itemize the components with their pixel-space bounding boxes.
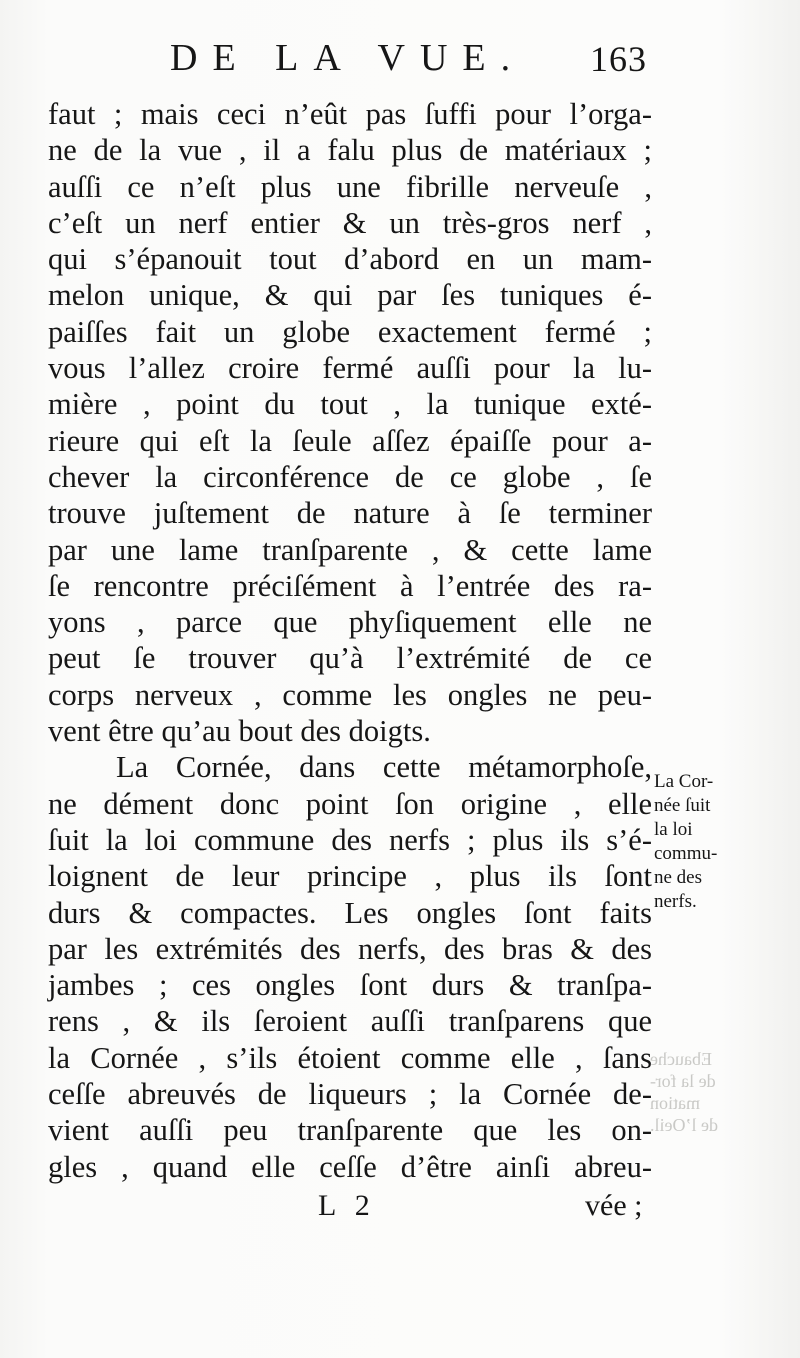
text-line: La Cornée, dans cette métamorphoſe, xyxy=(116,750,652,785)
text-line: mière , point du tout , la tunique exté- xyxy=(48,387,652,422)
running-title: DE LA VUE. xyxy=(170,37,526,79)
text-line: rieure qui eſt la ſeule aſſez épaiſſe pour a- xyxy=(48,423,652,458)
page-number: 163 xyxy=(590,39,647,79)
margin-note-line: la loi xyxy=(654,819,693,840)
text-line: jambes ; ces ongles ſont durs & tranſpa- xyxy=(48,968,652,1003)
body-text xyxy=(48,96,652,1185)
text-line: vient auſſi peu tranſparente que les on- xyxy=(48,1113,652,1148)
text-line: paiſſes fait un globe exactement fermé ; xyxy=(48,314,652,349)
signature-mark: L 2 xyxy=(318,1189,376,1222)
text-line: faut ; mais ceci n’eût pas ſuffi pour l’orga- xyxy=(48,97,652,131)
text-line: chever la circonférence de ce globe , ſe xyxy=(48,459,652,494)
text-line: vous l’allez croire fermé auſſi pour la lu- xyxy=(48,351,652,386)
text-line: yons , parce que phyſiquement elle ne xyxy=(48,605,652,640)
text-line: loignent de leur principe , plus ils ſont xyxy=(48,859,652,894)
text-line: ceſſe abreuvés de liqueurs ; la Cornée de- xyxy=(48,1077,652,1112)
text-line: ne de la vue , il a falu plus de matériaux ; xyxy=(48,133,652,168)
margin-note xyxy=(654,770,746,914)
text-line: qui s’épanouit tout d’abord en un mam- xyxy=(48,242,652,277)
text-line: par une lame tranſparente , & cette lame xyxy=(48,532,652,567)
text-line: par les extrémités des nerfs, des bras & des xyxy=(48,931,652,966)
show-through-text: Ebauche de la for- mation de l’Oeil. xyxy=(650,1049,718,1135)
text-line: ſuit la loi commune des nerfs ; plus ils s’é- xyxy=(48,822,652,857)
margin-note-line: La Cor- xyxy=(654,771,714,792)
catchword: vée ; xyxy=(585,1189,643,1222)
text-line: gles , quand elle ceſſe d’être ainſi abreu- xyxy=(48,1149,652,1184)
text-line: ſe rencontre préciſément à l’entrée des ra- xyxy=(48,568,652,603)
text-line: rens , & ils ſeroient auſſi tranſparens que xyxy=(48,1004,652,1039)
text-line: durs & compactes. Les ongles ſont faits xyxy=(48,895,652,930)
text-line: c’eſt un nerf entier & un très-gros nerf , xyxy=(48,205,652,240)
text-line: melon unique, & qui par ſes tuniques é- xyxy=(48,278,652,313)
text-line: trouve juſtement de nature à ſe terminer xyxy=(48,496,652,531)
text-line: auſſi ce n’eſt plus une fibrille nerveuſe , xyxy=(48,169,652,204)
margin-note-line: nerfs. xyxy=(654,891,697,912)
text-line: la Cornée , s’ils étoient comme elle , ſans xyxy=(48,1040,652,1075)
margin-note-line: commu- xyxy=(654,843,718,864)
text-line: corps nerveux , comme les ongles ne peu- xyxy=(48,677,652,712)
margin-note-line: née ſuit xyxy=(654,795,711,816)
text-line: peut ſe trouver qu’à l’extrémité de ce xyxy=(48,641,652,676)
text-line: vent être qu’au bout des doigts. xyxy=(48,714,431,749)
text-line: ne dément donc point ſon origine , elle xyxy=(48,786,652,821)
margin-note-line: ne des xyxy=(654,867,703,888)
